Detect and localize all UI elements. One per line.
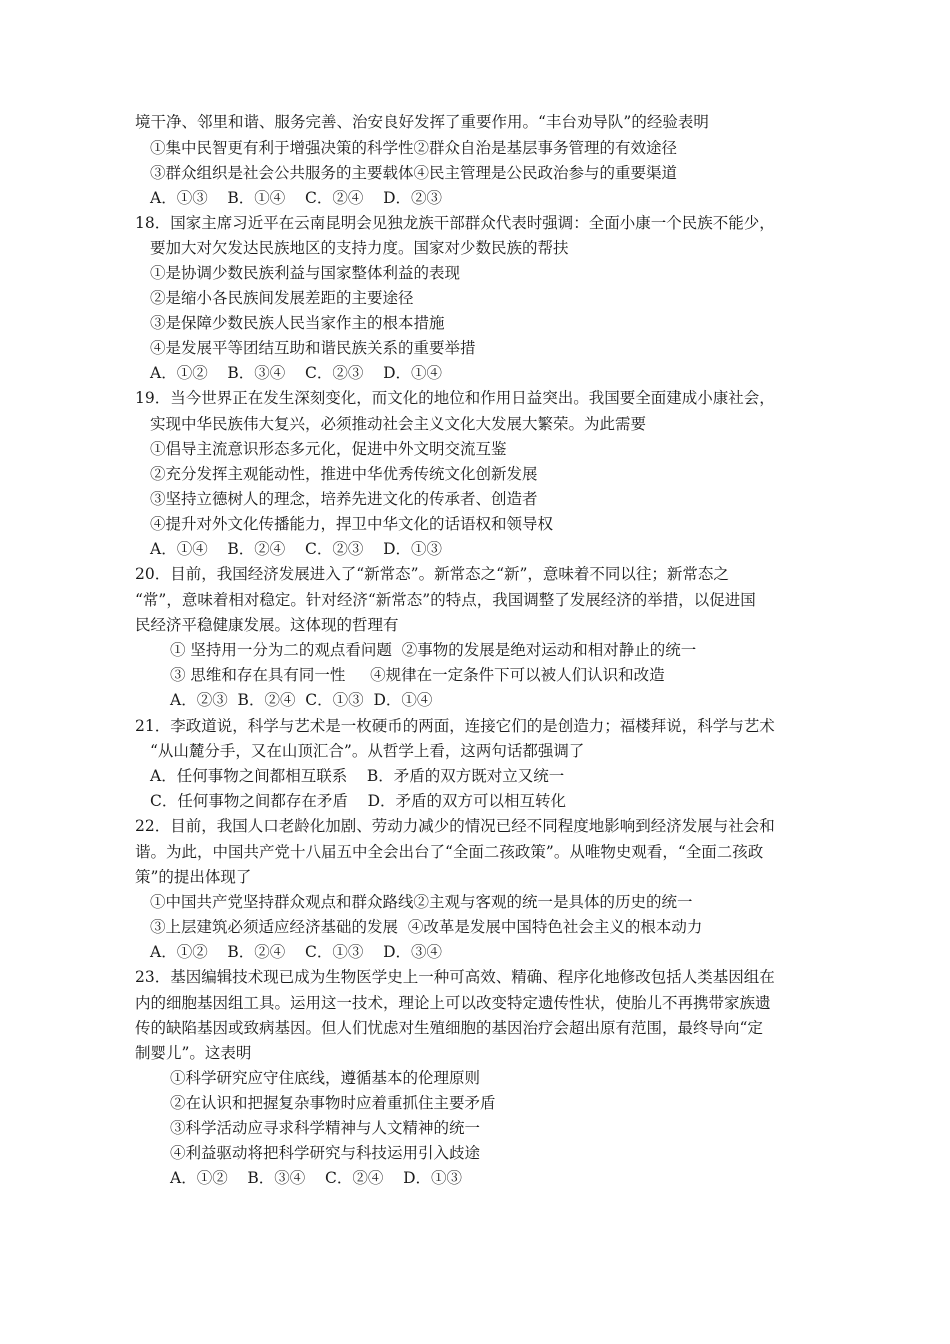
text-line: ④是发展平等团结互助和谐民族关系的重要举措 — [150, 339, 476, 357]
answer-options: A．①② B．②④ C．①③ D．③④ — [150, 943, 442, 961]
text-line: 民经济平稳健康发展。这体现的哲理有 — [135, 616, 399, 634]
text-line: ④提升对外文化传播能力，捍卫中华文化的话语权和领导权 — [150, 515, 554, 533]
text-line: ②在认识和把握复杂事物时应着重抓住主要矛盾 — [170, 1094, 496, 1112]
text-line: ① 坚持用一分为二的观点看问题 ②事物的发展是绝对运动和相对静止的统一 — [170, 641, 697, 659]
text-line: ③科学活动应寻求科学精神与人文精神的统一 — [170, 1119, 481, 1137]
answer-options: A．②③ B．②④ C．①③ D．①④ — [170, 691, 433, 709]
question-20-stem: 20．目前，我国经济发展进入了“新常态”。新常态之“新”，意味着不同以往；新常态之 — [135, 565, 729, 583]
text-line: 谐。为此，中国共产党十八届五中全会出台了“全面二孩政策”。从唯物史观看，“全面二孩政 — [135, 843, 764, 861]
text-line: “从山麓分手，又在山顶汇合”。从哲学上看，这两句话都强调了 — [150, 742, 585, 760]
question-21-stem: 21．李政道说，科学与艺术是一枚硬币的两面，连接它们的是创造力；福楼拜说，科学与艺术 — [135, 717, 775, 735]
text-line: ①中国共产党坚持群众观点和群众路线②主观与客观的统一是具体的历史的统一 — [150, 893, 693, 911]
answer-options: A．①④ B．②④ C．②③ D．①③ — [150, 540, 442, 558]
text-line: 策”的提出体现了 — [135, 868, 252, 886]
question-23-stem: 23．基因编辑技术现已成为生物医学史上一种可高效、精确、程序化地修改包括人类基因组在 — [135, 968, 775, 986]
answer-options: A．①② B．③④ C．②③ D．①④ — [150, 364, 442, 382]
text-line: 实现中华民族伟大复兴，必须推动社会主义文化大发展大繁荣。为此需要 — [150, 415, 647, 433]
text-line: ④利益驱动将把科学研究与科技运用引入歧途 — [170, 1144, 481, 1162]
text-line: ③坚持立德树人的理念，培养先进文化的传承者、创造者 — [150, 490, 538, 508]
text-line: ③ 思维和存在具有同一性 ④规律在一定条件下可以被人们认识和改造 — [170, 666, 665, 684]
text-line: 内的细胞基因组工具。运用这一技术，理论上可以改变特定遗传性状，使胎儿不再携带家族遗 — [135, 994, 771, 1012]
text-line: 境干净、邻里和谐、服务完善、治安良好发挥了重要作用。“丰台劝导队”的经验表明 — [135, 113, 709, 131]
text-line: ③群众组织是社会公共服务的主要载体④民主管理是公民政治参与的重要渠道 — [150, 164, 678, 182]
text-line: 制婴儿”。这表明 — [135, 1044, 252, 1062]
answer-options: A．①② B．③④ C．②④ D．①③ — [170, 1169, 462, 1187]
answer-options: A．任何事物之间都相互联系 B．矛盾的双方既对立又统一 — [150, 767, 565, 785]
text-line: ②充分发挥主观能动性，推进中华优秀传统文化创新发展 — [150, 465, 538, 483]
answer-options: C．任何事物之间都存在矛盾 D．矛盾的双方可以相互转化 — [150, 792, 566, 810]
answer-options: A．①③ B．①④ C．②④ D．②③ — [150, 189, 442, 207]
text-line: “常”，意味着相对稳定。针对经济“新常态”的特点，我国调整了发展经济的举措，以促进国 — [135, 591, 756, 609]
text-line: ③上层建筑必须适应经济基础的发展 ④改革是发展中国特色社会主义的根本动力 — [150, 918, 703, 936]
question-22-stem: 22．目前，我国人口老龄化加剧、劳动力减少的情况已经不同程度地影响到经济发展与社会和 — [135, 817, 775, 835]
text-line: 传的缺陷基因或致病基因。但人们忧虑对生殖细胞的基因治疗会超出原有范围，最终导向“定 — [135, 1019, 763, 1037]
text-line: ①倡导主流意识形态多元化，促进中外文明交流互鉴 — [150, 440, 507, 458]
question-19-stem: 19．当今世界正在发生深刻变化，而文化的地位和作用日益突出。我国要全面建成小康社会， — [135, 389, 775, 407]
text-line: ③是保障少数民族人民当家作主的根本措施 — [150, 314, 445, 332]
text-line: ②是缩小各民族间发展差距的主要途径 — [150, 289, 414, 307]
text-line: ①集中民智更有利于增强决策的科学性②群众自治是基层事务管理的有效途径 — [150, 139, 678, 157]
text-line: 要加大对欠发达民族地区的支持力度。国家对少数民族的帮扶 — [150, 239, 569, 257]
text-line: ①科学研究应守住底线，遵循基本的伦理原则 — [170, 1069, 481, 1087]
question-18-stem: 18．国家主席习近平在云南昆明会见独龙族干部群众代表时强调：全面小康一个民族不能少， — [135, 214, 775, 232]
text-line: ①是协调少数民族利益与国家整体利益的表现 — [150, 264, 461, 282]
